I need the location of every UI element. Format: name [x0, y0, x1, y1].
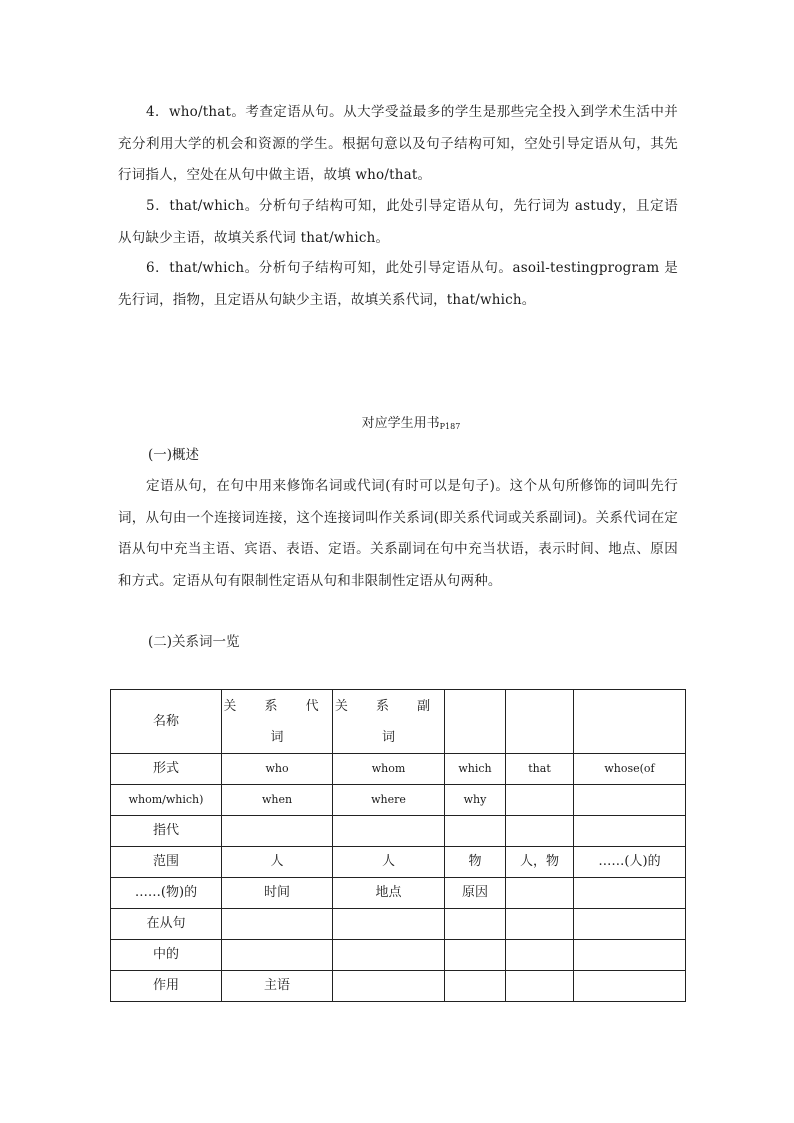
- cell-text: why: [463, 793, 487, 806]
- table-cell: [333, 909, 445, 940]
- cell-text: where: [371, 793, 406, 806]
- table-cell: [222, 847, 333, 878]
- table-cell: [506, 847, 574, 878]
- table-cell: [574, 971, 686, 1002]
- cell-text: that: [528, 762, 551, 775]
- table-row: [111, 690, 686, 754]
- table-cell: [506, 690, 574, 754]
- table-cell: [574, 816, 686, 847]
- table-cell: [333, 816, 445, 847]
- table-cell: [574, 847, 686, 878]
- cell-text: 中的: [152, 947, 179, 962]
- cell-text: 关 系 副: [334, 698, 443, 714]
- table-cell: [111, 690, 222, 754]
- table-cell: [333, 971, 445, 1002]
- section-title: [0, 414, 794, 437]
- table-row: [111, 971, 686, 1002]
- table-cell: [333, 847, 445, 878]
- table-cell: [333, 754, 445, 785]
- cell-text: 人，物: [519, 854, 559, 869]
- cell-text: 地点: [375, 885, 402, 900]
- table-cell: [574, 940, 686, 971]
- table-cell: [445, 940, 506, 971]
- table-cell: [222, 909, 333, 940]
- table-cell: [445, 909, 506, 940]
- cell-text: 原因: [461, 885, 488, 900]
- table-cell: [222, 816, 333, 847]
- overview-text: 定语从句，在句中用来修饰名词或代词(有时可以是句子)。这个从句所修饰的词叫先行词，从句由一个连接词连接，这个连接词叫作关系词(即关系代词或关系副词)。关系代词在定语从句中充当主语、宾语、表语、定语。关系副词在句中充当状语，表示时间、地点、原因和方式。定语从句有限制性定语从句和非限制性定语从句两种。: [118, 478, 678, 589]
- cell-text: when: [261, 793, 293, 806]
- table-cell: [222, 940, 333, 971]
- table-cell: [506, 878, 574, 909]
- relative-words-table: [110, 689, 686, 1002]
- table-cell: [222, 754, 333, 785]
- table-cell: [445, 847, 506, 878]
- table-cell: [574, 878, 686, 909]
- cell-text: 在从句: [146, 916, 186, 931]
- table-cell: [111, 909, 222, 940]
- cell-text: whom: [371, 762, 406, 775]
- table-cell: [333, 690, 445, 754]
- table-cell: [222, 690, 333, 754]
- cell-text: 形式: [152, 761, 179, 776]
- table-cell: [333, 940, 445, 971]
- table-cell: [445, 754, 506, 785]
- table-row: [111, 754, 686, 785]
- cell-text: 范围: [152, 854, 179, 869]
- table-cell: [506, 909, 574, 940]
- table-cell: [111, 878, 222, 909]
- cell-text: 关 系 代: [223, 698, 331, 714]
- cell-text: 名称: [152, 713, 179, 729]
- table-cell: [111, 816, 222, 847]
- cell-text: 指代: [152, 823, 179, 838]
- table-cell: [111, 785, 222, 816]
- table-cell: [506, 940, 574, 971]
- table-cell: [222, 971, 333, 1002]
- table-cell: [506, 816, 574, 847]
- table-row: [111, 909, 686, 940]
- cell-text: whom/which): [128, 793, 204, 806]
- table-body: [111, 690, 686, 1002]
- table-cell: [111, 971, 222, 1002]
- table-cell: [574, 909, 686, 940]
- page-reference: P187: [439, 422, 461, 431]
- table-cell: [111, 847, 222, 878]
- cell-text: 词: [381, 729, 395, 745]
- table-cell: [111, 754, 222, 785]
- table-cell: [333, 878, 445, 909]
- cell-text: 词: [270, 729, 284, 745]
- cell-text: 物: [468, 854, 482, 869]
- cell-text: ……(人)的: [598, 854, 661, 869]
- table-cell: [506, 785, 574, 816]
- cell-text: who: [265, 762, 289, 775]
- cell-text: 主语: [263, 978, 290, 993]
- table-cell: [111, 940, 222, 971]
- table-row: [111, 785, 686, 816]
- cell-text: 人: [270, 854, 284, 869]
- cell-text: 时间: [263, 885, 290, 900]
- table-cell: [574, 690, 686, 754]
- answer-6: 6．that/which。分析句子结构可知，此处引导定语从句。asoil-testingprogram 是先行词，指物，且定语从句缺少主语，故填关系代词，that/which。: [118, 260, 678, 308]
- table-cell: [574, 754, 686, 785]
- table-cell: [333, 785, 445, 816]
- list-heading: (二)关系词一览: [148, 634, 240, 650]
- table-cell: [445, 878, 506, 909]
- table-row: [111, 816, 686, 847]
- table-cell: [445, 816, 506, 847]
- cell-text: ……(物)的: [134, 885, 198, 900]
- table-row: [111, 878, 686, 909]
- answer-4: 4．who/that。考查定语从句。从大学受益最多的学生是那些完全投入到学术生活中并充分利用大学的机会和资源的学生。根据句意以及句子结构可知，空处引导定语从句，其先行词指人，空处在从句中做主语，故填 who/that。: [118, 104, 678, 183]
- table-cell: [222, 878, 333, 909]
- table-row: [111, 847, 686, 878]
- table-row: [111, 940, 686, 971]
- cell-text: 作用: [152, 978, 179, 993]
- answer-5: 5．that/which。分析句子结构可知，此处引导定语从句，先行词为 astudy，且定语从句缺少主语，故填关系代词 that/which。: [118, 198, 678, 246]
- table-cell: [574, 785, 686, 816]
- table-cell: [222, 785, 333, 816]
- table-cell: [506, 754, 574, 785]
- table-cell: [445, 690, 506, 754]
- cell-text: 人: [381, 854, 395, 869]
- table-cell: [445, 971, 506, 1002]
- table-cell: [506, 971, 574, 1002]
- cell-text: which: [458, 762, 492, 775]
- section-title-text: 对应学生用书: [361, 416, 440, 431]
- cell-text: whose(of: [604, 762, 655, 775]
- table-cell: [445, 785, 506, 816]
- overview-heading: (一)概述: [148, 447, 200, 463]
